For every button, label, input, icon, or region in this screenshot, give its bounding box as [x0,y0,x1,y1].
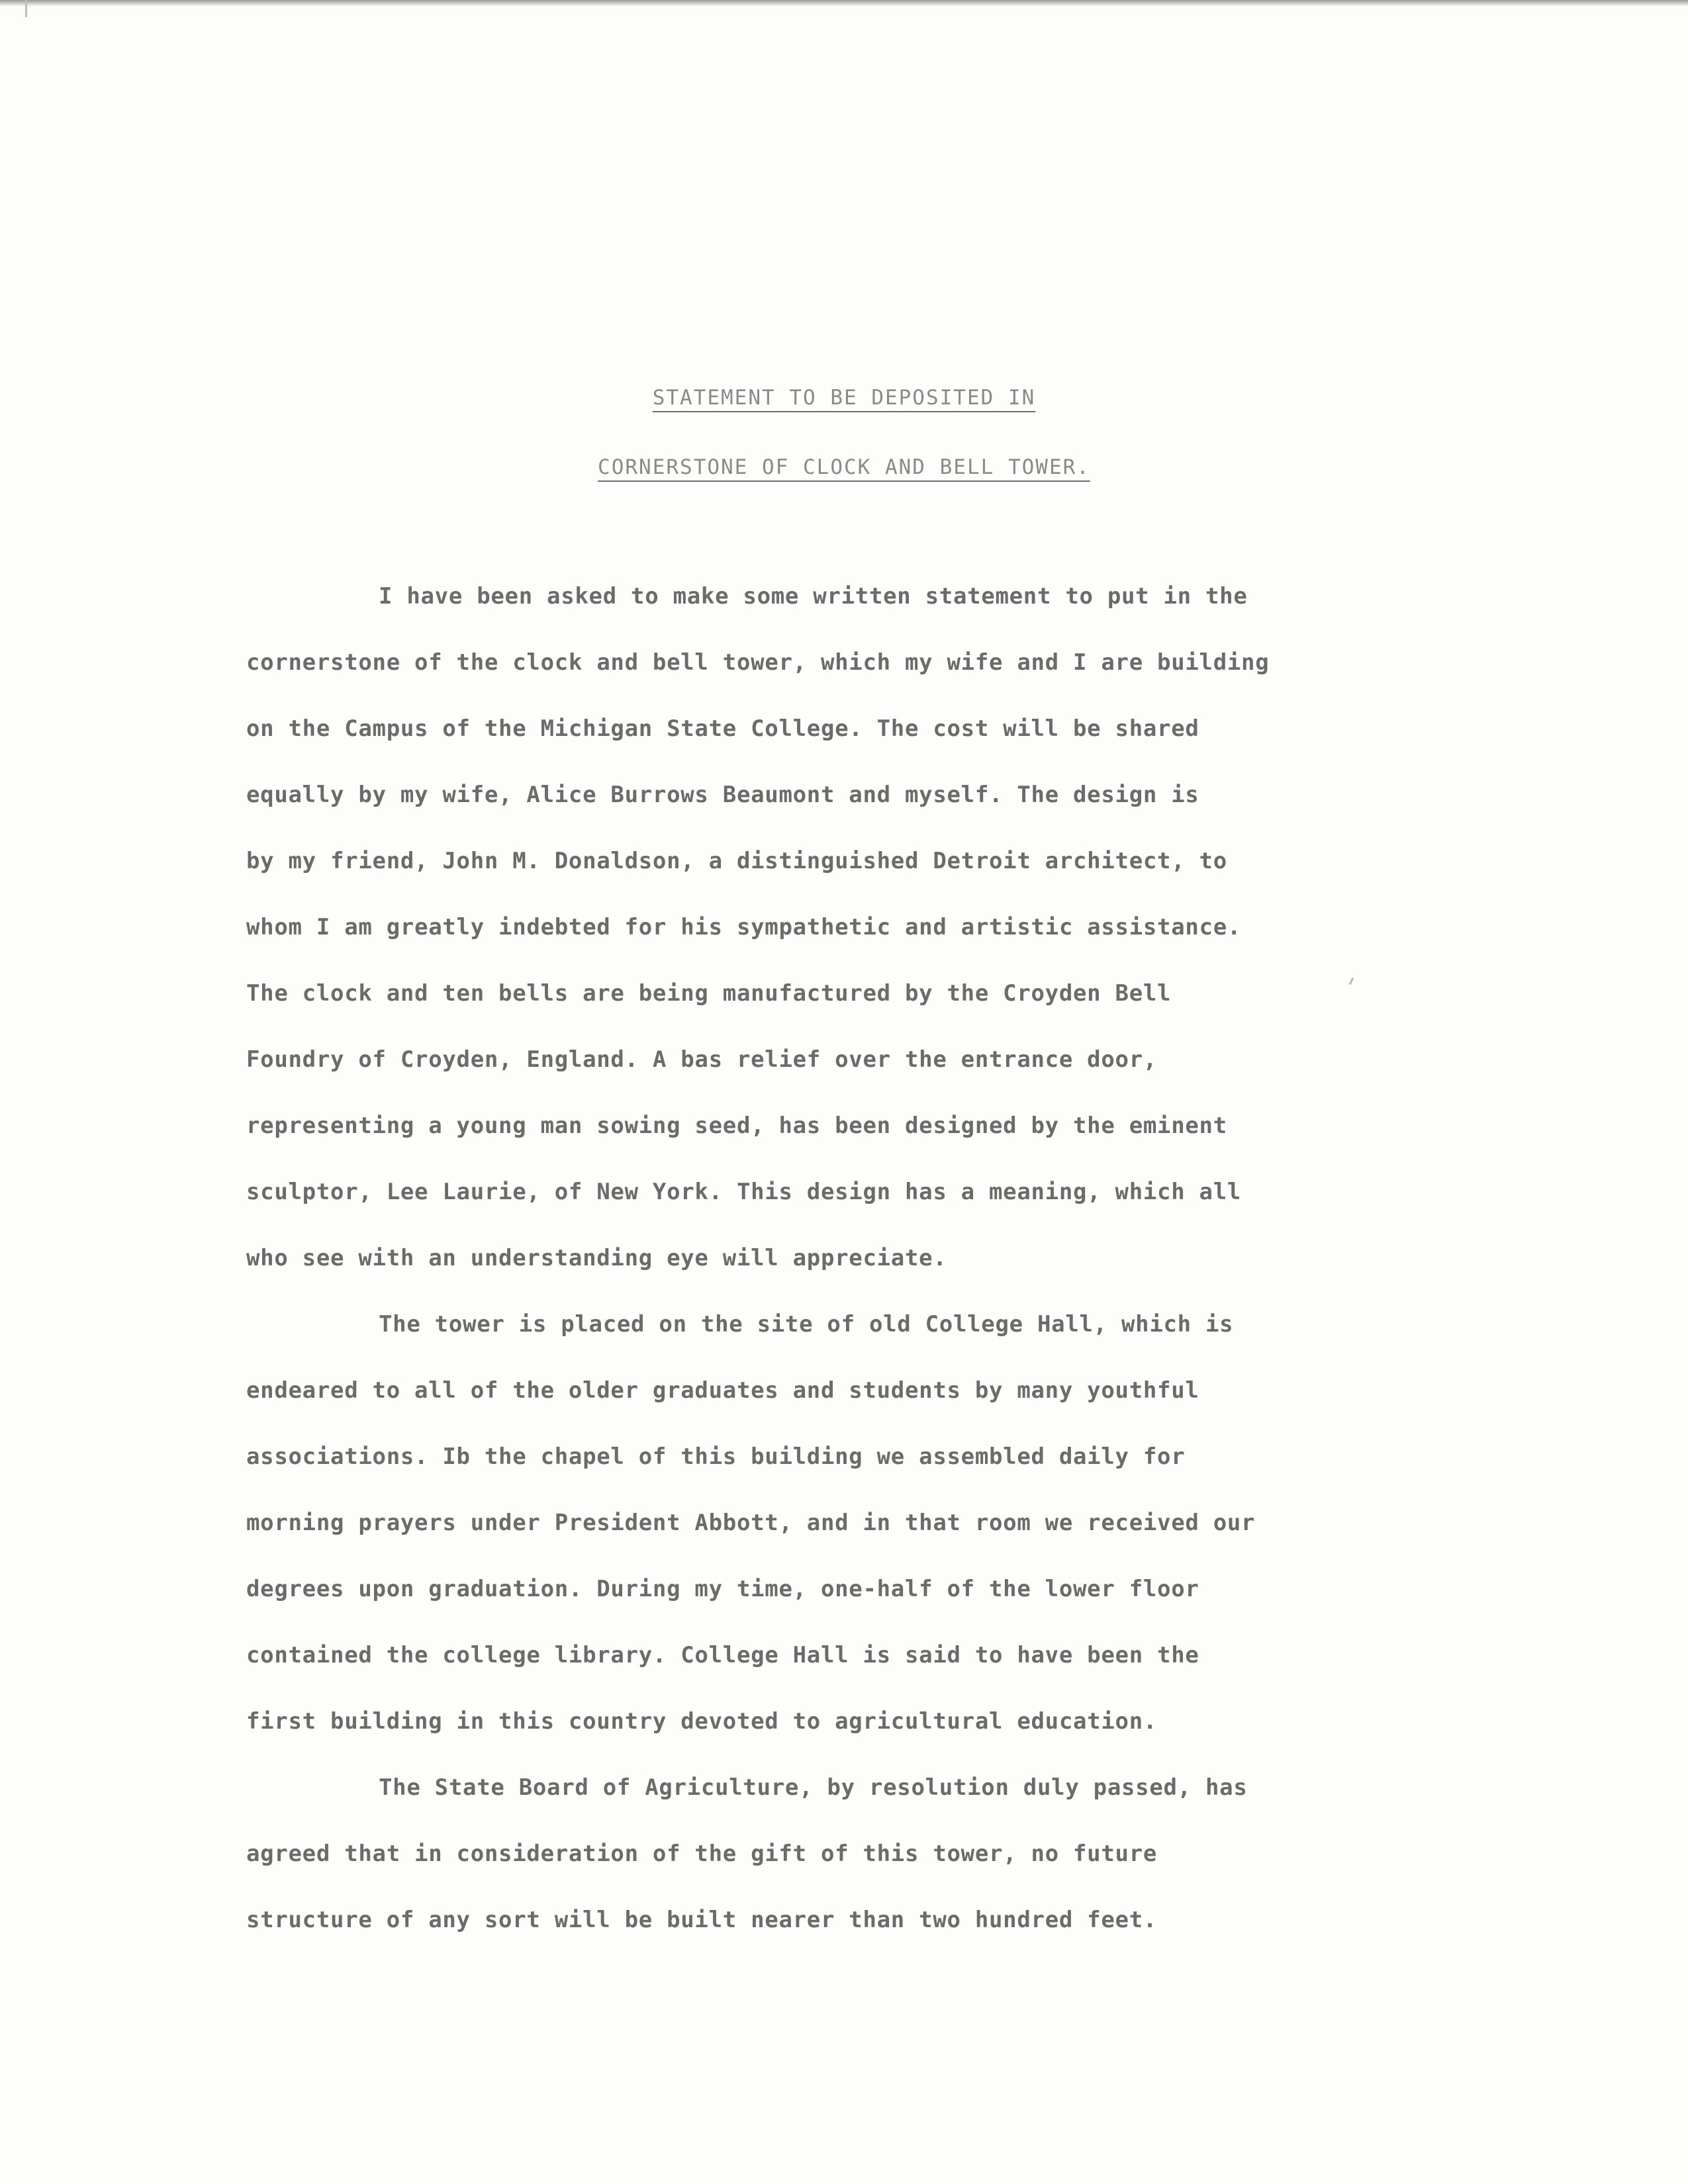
paragraph-2-line-3: associations. Ib the chapel of this building we assembled daily for [246,1443,1186,1470]
paragraph-1-line-3: on the Campus of the Michigan State College. The cost will be shared [246,715,1199,742]
scan-top-edge [0,0,1688,7]
document-title-line-1: STATEMENT TO BE DEPOSITED IN [652,386,1036,410]
paragraph-3-line-2: agreed that in consideration of the gift of this tower, no future [246,1841,1158,1867]
paragraph-2-line-7: first building in this country devoted to agricultural education. [246,1708,1158,1735]
paragraph-2-line-1: The tower is placed on the site of old College Hall, which is [379,1311,1234,1338]
paragraph-1-line-10: sculptor, Lee Laurie, of New York. This design has a meaning, which all [246,1179,1242,1205]
paragraph-3-line-3: structure of any sort will be built nearer than two hundred feet. [246,1907,1158,1933]
paragraph-2-line-2: endeared to all of the older graduates and students by many youthful [246,1377,1199,1404]
paragraph-1-line-11: who see with an understanding eye will appreciate. [246,1245,947,1271]
paragraph-1-line-9: representing a young man sowing seed, has been designed by the eminent [246,1113,1227,1139]
paragraph-1-line-4: equally by my wife, Alice Burrows Beaumont and myself. The design is [246,782,1199,808]
stray-ink-mark [1349,978,1354,985]
paragraph-2-line-5: degrees upon graduation. During my time, one-half of the lower floor [246,1576,1199,1602]
paragraph-1-line-6: whom I am greatly indebted for his sympathetic and artistic assistance. [246,914,1242,940]
paragraph-1-line-5: by my friend, John M. Donaldson, a distinguished Detroit architect, to [246,848,1227,874]
paragraph-2-line-4: morning prayers under President Abbott, and in that room we received our [246,1510,1256,1536]
document-title-line-2: CORNERSTONE OF CLOCK AND BELL TOWER. [598,455,1090,479]
paragraph-1-line-8: Foundry of Croyden, England. A bas relief over the entrance door, [246,1046,1158,1073]
paragraph-1-line-1: I have been asked to make some written statement to put in the [379,583,1248,610]
paragraph-1-line-7: The clock and ten bells are being manufactured by the Croyden Bell [246,980,1172,1007]
scan-corner-mark [25,0,27,17]
paragraph-3-line-1: The State Board of Agriculture, by resolution duly passed, has [379,1774,1248,1801]
paragraph-1-line-2: cornerstone of the clock and bell tower, which my wife and I are building [246,649,1270,676]
paragraph-2-line-6: contained the college library. College Hall is said to have been the [246,1642,1199,1668]
